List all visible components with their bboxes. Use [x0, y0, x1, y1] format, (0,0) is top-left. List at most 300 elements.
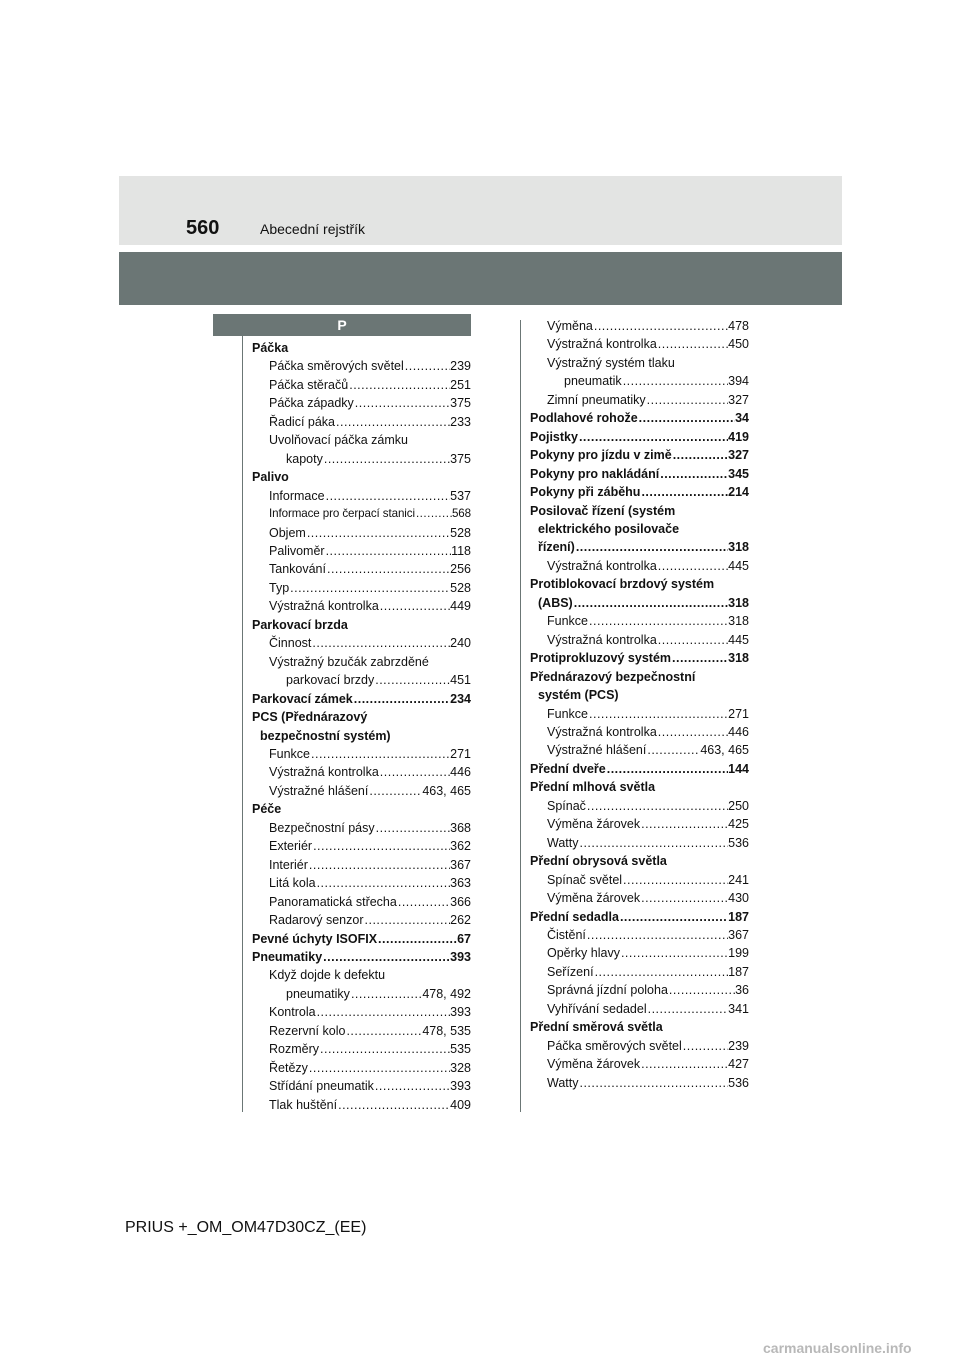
index-entry: [530, 723, 749, 741]
dot-leader: [348, 376, 450, 394]
page-reference: 446: [728, 724, 749, 739]
index-entry: [530, 944, 749, 962]
page-reference: 251: [450, 377, 471, 392]
index-term: Přední obrysová světla: [530, 854, 667, 869]
page-reference: 318: [728, 614, 749, 629]
dot-leader: [323, 450, 450, 468]
watermark[interactable]: carmanualsonline.info: [763, 1340, 912, 1356]
dot-leader: [578, 1074, 728, 1092]
page-reference: 478: [728, 319, 749, 333]
index-term: Výměna žárovek: [547, 817, 641, 832]
index-term: řízení): [538, 540, 575, 555]
page-reference: 450: [728, 337, 749, 352]
index-entry: [252, 394, 471, 412]
index-term: Výstražná kontrolka: [269, 765, 379, 780]
index-term: kapoty: [286, 451, 323, 466]
dot-leader: [671, 649, 728, 667]
dot-leader: [657, 723, 728, 741]
dot-leader: [319, 1040, 450, 1058]
page-reference: 445: [728, 558, 749, 573]
page-reference: 568: [451, 507, 471, 521]
dot-leader: [374, 1077, 450, 1095]
index-entry: [530, 1018, 749, 1036]
index-term: Panoramatická střecha: [269, 894, 397, 909]
dot-leader: [640, 889, 728, 907]
index-entry: [530, 871, 749, 889]
index-entry: [252, 339, 471, 357]
dot-leader: [672, 446, 728, 464]
index-entry: [252, 985, 471, 1003]
index-entry: [530, 538, 749, 556]
index-entry: [530, 575, 749, 593]
index-term: Spínač: [547, 798, 586, 813]
index-entry: [252, 560, 471, 578]
index-term: Výstražná kontrolka: [547, 337, 657, 352]
dot-leader: [345, 1022, 422, 1040]
index-term: Podlahové rohože: [530, 411, 638, 426]
index-term: Funkce: [547, 706, 588, 721]
index-term: Pokyny pro nakládání: [530, 466, 660, 481]
index-entry: [530, 557, 749, 575]
index-term: Řadicí páka: [269, 414, 336, 429]
page-reference: 262: [450, 913, 471, 928]
dot-leader: [316, 1003, 451, 1021]
dot-leader: [397, 893, 450, 911]
dot-leader: [289, 579, 450, 597]
dot-leader: [316, 874, 451, 892]
page-reference: 239: [728, 1038, 749, 1053]
index-term: Páčka stěračů: [269, 377, 349, 392]
page-reference: 537: [450, 488, 471, 503]
dot-leader: [657, 557, 728, 575]
index-term: Rezervní kolo: [269, 1023, 346, 1038]
index-entry: [252, 948, 471, 966]
index-entry: [530, 391, 749, 409]
index-term: Typ: [269, 580, 290, 595]
dot-leader: [575, 538, 728, 556]
index-entry: [530, 852, 749, 870]
index-term: Pevné úchyty ISOFIX: [252, 931, 378, 946]
page-reference: 328: [450, 1060, 471, 1075]
dot-leader: [311, 634, 450, 652]
index-entry: [530, 594, 749, 612]
index-term: Pokyny pro jízdu v zimě: [530, 448, 672, 463]
dot-leader: [353, 690, 450, 708]
dot-leader: [415, 505, 452, 523]
page-reference: 214: [728, 485, 749, 500]
index-term: Palivoměr: [269, 543, 325, 558]
index-entry: [252, 1077, 471, 1095]
index-entry: [252, 450, 471, 468]
index-term: Činnost: [269, 636, 312, 651]
page-reference: 341: [728, 1001, 749, 1016]
page-reference: 363: [450, 876, 471, 891]
index-term: Přednárazový bezpečnostní: [530, 669, 696, 684]
index-term: Výstražná kontrolka: [269, 599, 379, 614]
index-term: Řetězy: [269, 1060, 308, 1075]
index-term: Opěrky hlavy: [547, 946, 620, 961]
dot-leader: [657, 631, 728, 649]
index-entry: [530, 502, 749, 520]
dot-leader: [404, 357, 450, 375]
dot-leader: [594, 963, 729, 981]
dot-leader: [350, 985, 422, 1003]
index-term: Páčka: [252, 341, 289, 355]
dot-leader: [335, 413, 450, 431]
index-term: Výstražné hlášení: [269, 783, 369, 798]
index-entry: [530, 705, 749, 723]
page-reference: 34: [735, 411, 749, 426]
dot-leader: [640, 1055, 728, 1073]
index-entry: [530, 760, 749, 778]
index-entry: [530, 741, 749, 759]
index-term: pneumatiky: [286, 986, 350, 1001]
dot-leader: [573, 594, 728, 612]
index-entry: [530, 686, 749, 704]
index-column-right: [530, 317, 749, 1092]
dot-leader: [622, 871, 728, 889]
dot-leader: [337, 1096, 450, 1114]
dot-leader: [668, 981, 735, 999]
index-term: Protiblokovací brzdový systém: [530, 577, 715, 592]
index-term: Páčka západky: [269, 396, 354, 411]
page-reference: 233: [450, 414, 471, 429]
index-entry: [530, 649, 749, 667]
dot-leader: [647, 1000, 729, 1018]
index-entry: [252, 634, 471, 652]
index-entry: [530, 409, 749, 427]
index-term: Výstražný bzučák zabrzděné: [269, 654, 429, 669]
index-entry: [530, 631, 749, 649]
index-term: Objem: [269, 525, 306, 540]
page-reference: 199: [728, 946, 749, 961]
index-entry: [530, 834, 749, 852]
index-entry: [530, 797, 749, 815]
index-entry: [252, 856, 471, 874]
page-reference: 271: [728, 706, 749, 721]
page-reference: 535: [450, 1042, 471, 1057]
dot-leader: [578, 834, 728, 852]
dot-leader: [657, 335, 728, 353]
index-term: Výstražná kontrolka: [547, 632, 657, 647]
index-entry: [530, 963, 749, 981]
page-reference: 187: [728, 909, 749, 924]
index-term: Spínač světel: [547, 872, 623, 887]
dot-leader: [364, 911, 451, 929]
document-code: PRIUS +_OM_OM47D30CZ_(EE): [125, 1219, 367, 1236]
index-entry: [530, 981, 749, 999]
index-entry: [530, 520, 749, 538]
index-term: Čistění: [547, 927, 586, 942]
index-term: Pokyny při záběhu: [530, 485, 641, 500]
left-column-rule: [242, 320, 243, 1112]
index-term: Výstražný systém tlaku: [547, 355, 675, 370]
page-reference: 327: [728, 448, 749, 463]
page-reference: 345: [728, 466, 749, 481]
index-term: Interiér: [269, 857, 308, 872]
index-entry: [530, 1055, 749, 1073]
index-entry: [252, 782, 471, 800]
dot-leader: [375, 819, 451, 837]
header-light-band: [119, 176, 842, 245]
dot-leader: [619, 908, 728, 926]
index-entry: [252, 819, 471, 837]
dot-leader: [682, 1037, 728, 1055]
page-reference: 256: [450, 562, 471, 577]
index-term: Informace pro čerpací stanici: [269, 507, 415, 521]
dot-leader: [646, 741, 700, 759]
dot-leader: [308, 856, 450, 874]
index-entry: [530, 372, 749, 390]
index-entry: [252, 1040, 471, 1058]
page-reference: 445: [728, 632, 749, 647]
page-reference: 118: [451, 543, 471, 558]
index-entry: [530, 428, 749, 446]
dot-leader: [325, 487, 451, 505]
dot-leader: [377, 930, 457, 948]
index-term: Radarový senzor: [269, 913, 364, 928]
index-term: Výměna žárovek: [547, 1057, 641, 1072]
page-reference: 393: [450, 1005, 471, 1020]
dot-leader: [593, 317, 728, 335]
index-entry: [530, 1000, 749, 1018]
index-entry: [252, 524, 471, 542]
page-reference: 367: [728, 927, 749, 942]
page-reference: 394: [728, 374, 749, 389]
index-entry: [530, 778, 749, 796]
index-letter-tab: P: [213, 314, 471, 336]
page-reference: 419: [728, 429, 749, 444]
dot-leader: [322, 948, 450, 966]
page-reference: 187: [728, 964, 749, 979]
index-entry: [252, 505, 471, 523]
dot-leader: [374, 671, 450, 689]
page-reference: 393: [450, 949, 471, 964]
index-term: Správná jízdní poloha: [547, 983, 668, 998]
index-entry: [252, 653, 471, 671]
dot-leader: [588, 612, 728, 630]
index-entry: [252, 671, 471, 689]
index-entry: [530, 668, 749, 686]
index-term: Informace: [269, 488, 325, 503]
dot-leader: [354, 394, 450, 412]
index-entry: [252, 1003, 471, 1021]
index-entry: [252, 376, 471, 394]
index-entry: [252, 1096, 471, 1114]
section-title: Abecední rejstřík: [260, 221, 366, 237]
index-entry: [252, 542, 471, 560]
page-reference: 478, 492: [422, 986, 471, 1001]
page-reference: 241: [728, 872, 749, 887]
index-term: Palivo: [252, 470, 289, 485]
right-column-rule: [520, 320, 521, 1112]
dot-leader: [325, 542, 451, 560]
index-term: Funkce: [269, 746, 310, 761]
index-term: Parkovací brzda: [252, 617, 348, 632]
index-entry: [530, 815, 749, 833]
index-entry: [530, 465, 749, 483]
dot-leader: [308, 1059, 450, 1077]
index-entry: [530, 483, 749, 501]
index-entry: [530, 908, 749, 926]
index-term: (ABS): [538, 595, 573, 610]
dot-leader: [586, 797, 728, 815]
dot-leader: [622, 372, 728, 390]
page-reference: 430: [728, 891, 749, 906]
page-reference: 234: [450, 691, 471, 706]
dot-leader: [640, 815, 728, 833]
index-entry: [530, 335, 749, 353]
index-entry: [252, 966, 471, 984]
index-entry: [530, 354, 749, 372]
index-term: Přední mlhová světla: [530, 780, 656, 795]
index-term: Rozměry: [269, 1042, 320, 1057]
index-term: Seřízení: [547, 964, 594, 979]
index-entry: [252, 708, 471, 726]
index-term: Tlak huštění: [269, 1097, 338, 1112]
page-reference: 36: [735, 983, 749, 998]
page-number: 560: [186, 217, 220, 239]
index-term: Pojistky: [530, 429, 578, 444]
page-reference: 446: [450, 765, 471, 780]
index-term: PCS (Přednárazový: [252, 710, 368, 725]
header-dark-band: [119, 252, 842, 305]
page-reference: 393: [450, 1079, 471, 1094]
index-term: Výstražné hlášení: [547, 743, 647, 758]
index-entry: [530, 1037, 749, 1055]
index-term: Když dojde k defektu: [269, 968, 386, 983]
index-term: Posilovač řízení (systém: [530, 503, 676, 518]
page-reference: 528: [450, 580, 471, 595]
index-term: elektrického posilovače: [538, 521, 680, 536]
dot-leader: [379, 597, 450, 615]
dot-leader: [312, 837, 450, 855]
index-term: Přední směrová světla: [530, 1020, 663, 1035]
index-entry: [252, 597, 471, 615]
index-term: Vyhřívání sedadel: [547, 1001, 647, 1016]
page-reference: 318: [728, 540, 749, 555]
page-reference: 478, 535: [422, 1023, 471, 1038]
index-entry: [252, 893, 471, 911]
page-reference: 240: [450, 636, 471, 651]
index-term: Střídání pneumatik: [269, 1079, 374, 1094]
index-entry: [530, 1074, 749, 1092]
index-term: Funkce: [547, 614, 588, 629]
index-term: Přední sedadla: [530, 909, 619, 924]
dot-leader: [306, 524, 450, 542]
index-column-left: [252, 339, 471, 1114]
index-term: Litá kola: [269, 876, 316, 891]
index-entry: [252, 874, 471, 892]
index-entry: [252, 837, 471, 855]
index-entry: [530, 889, 749, 907]
page-reference: 362: [450, 839, 471, 854]
index-term: Páčka směrových světel: [269, 359, 404, 374]
dot-leader: [588, 705, 728, 723]
index-term: Pneumatiky: [252, 949, 323, 964]
index-term: pneumatik: [564, 374, 622, 389]
index-term: Výstražná kontrolka: [547, 724, 657, 739]
index-term: Zimní pneumatiky: [547, 392, 646, 407]
index-entry: [252, 616, 471, 634]
index-entry: [530, 317, 749, 335]
index-entry: [252, 911, 471, 929]
page-reference: 327: [728, 392, 749, 407]
page-reference: 451: [450, 673, 471, 688]
index-entry: [252, 690, 471, 708]
index-term: Přední dveře: [530, 761, 606, 776]
index-entry: [252, 357, 471, 375]
page-reference: 427: [728, 1057, 749, 1072]
page-reference: 368: [450, 820, 471, 835]
index-term: Watty: [547, 1075, 579, 1090]
index-entry: [252, 1022, 471, 1040]
index-entry: [252, 579, 471, 597]
index-term: Bezpečnostní pásy: [269, 820, 375, 835]
index-entry: [530, 446, 749, 464]
index-entry: [252, 431, 471, 449]
dot-leader: [586, 926, 728, 944]
index-term: Watty: [547, 835, 579, 850]
page-reference: 463, 465: [700, 743, 749, 758]
index-term: Uvolňovací páčka zámku: [269, 433, 408, 448]
index-term: Výstražná kontrolka: [547, 558, 657, 573]
dot-leader: [310, 745, 450, 763]
index-term: Kontrola: [269, 1005, 316, 1020]
page-reference: 528: [450, 525, 471, 540]
page-reference: 536: [728, 1075, 749, 1090]
index-entry: [252, 930, 471, 948]
index-entry: [252, 800, 471, 818]
page-reference: 67: [457, 931, 471, 946]
index-term: Tankování: [269, 562, 326, 577]
page-reference: 425: [728, 817, 749, 832]
page-reference: 409: [450, 1097, 471, 1112]
page-reference: 375: [450, 396, 471, 411]
index-entry: [252, 468, 471, 486]
index-entry: [252, 413, 471, 431]
index-entry: [252, 763, 471, 781]
index-term: Výměna žárovek: [547, 891, 641, 906]
dot-leader: [368, 782, 422, 800]
page-reference: 318: [728, 651, 749, 666]
page-reference: 239: [450, 359, 471, 374]
dot-leader: [379, 763, 450, 781]
dot-leader: [606, 760, 728, 778]
dot-leader: [578, 428, 728, 446]
index-term: bezpečnostní systém): [260, 728, 391, 743]
index-term: Protiprokluzový systém: [530, 651, 672, 666]
page-reference: 271: [450, 746, 471, 761]
dot-leader: [640, 483, 728, 501]
index-term: Výměna: [547, 319, 593, 333]
page-reference: 318: [728, 595, 749, 610]
page-reference: 250: [728, 798, 749, 813]
page-reference: 144: [728, 761, 749, 776]
dot-leader: [646, 391, 728, 409]
dot-leader: [326, 560, 450, 578]
dot-leader: [620, 944, 728, 962]
page-reference: 367: [450, 857, 471, 872]
index-entry: [530, 926, 749, 944]
index-term: Parkovací zámek: [252, 691, 353, 706]
page-reference: 463, 465: [422, 783, 471, 798]
page-reference: 375: [450, 451, 471, 466]
page-reference: 449: [450, 599, 471, 614]
index-entry: [530, 612, 749, 630]
dot-leader: [638, 409, 735, 427]
index-term: Exteriér: [269, 839, 313, 854]
